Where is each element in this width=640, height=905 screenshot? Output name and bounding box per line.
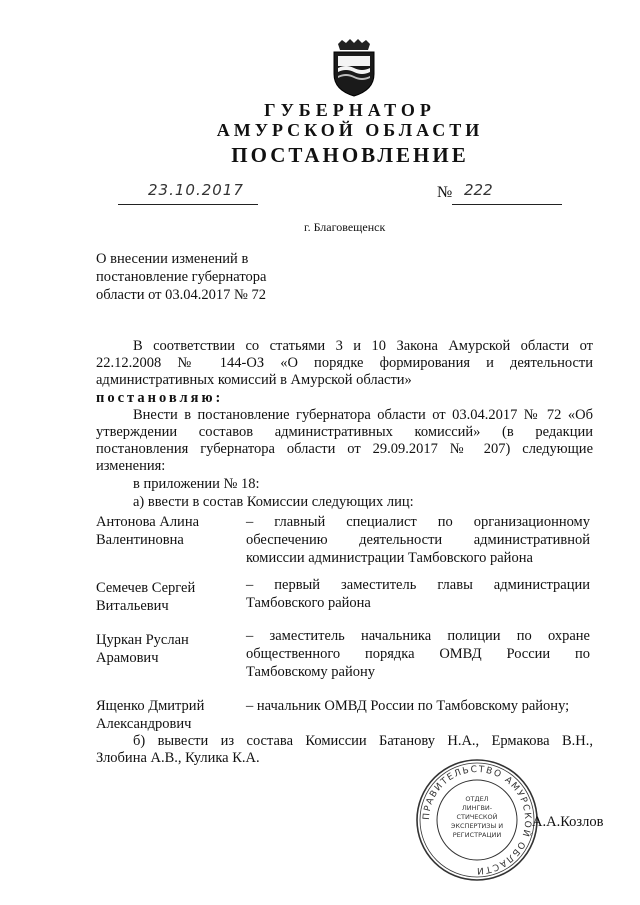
- member-name-line: Александрович: [96, 716, 192, 732]
- member-name-line: Ященко Дмитрий: [96, 698, 205, 714]
- body-line: постановления губернатора области от 29.09.2017 № 207) следующие: [96, 441, 593, 457]
- member-name: [96, 631, 189, 667]
- member-role-line: Тамбовского района: [246, 595, 371, 611]
- member-role-line: – первый заместитель главы администрации: [246, 577, 590, 593]
- body-line: в приложении № 18:: [133, 476, 260, 492]
- stamp-ring-text: ПРАВИТЕЛЬСТВО АМУРСКОЙ ОБЛАСТИ: [421, 764, 533, 876]
- member-name-line: Арамович: [96, 650, 159, 666]
- subject-line: О внесении изменений в: [96, 251, 249, 267]
- document-number: 222: [464, 181, 493, 199]
- body-line: В соответствии со статьями 3 и 10 Закона Амурской области от: [133, 338, 593, 354]
- subject-line: постановление губернатора: [96, 269, 267, 285]
- member-name: [96, 697, 204, 733]
- member-role-line: – начальник ОМВД России по Тамбовскому району;: [246, 698, 570, 714]
- stamp-line: СТИЧЕСКОЙ: [456, 813, 498, 821]
- body-line: 22.12.2008 № 144-ОЗ «О порядке формирования и деятельности: [96, 355, 593, 371]
- member-role: [246, 576, 590, 612]
- member-role: [246, 513, 590, 567]
- body-line: Злобина А.В., Кулика К.А.: [96, 750, 260, 766]
- member-name-line: Витальевич: [96, 598, 169, 614]
- stamp-line: ЛИНГВИ-: [461, 804, 493, 812]
- coat-of-arms-emblem: [328, 38, 376, 98]
- decree-word: постановляю:: [96, 390, 224, 406]
- stamp-line: ОТДЕЛ: [465, 795, 489, 803]
- body-line: изменения:: [96, 458, 166, 474]
- body-line: Внести в постановление губернатора области от 03.04.2017 № 72 «Об: [133, 407, 593, 423]
- header-title-line1: ГУБЕРНАТОР: [264, 100, 436, 120]
- document-type-title: ПОСТАНОВЛЕНИЕ: [231, 143, 469, 167]
- member-role-line: Тамбовскому району: [246, 664, 375, 680]
- member-role-line: обеспечению деятельности административной: [246, 532, 590, 548]
- document-date: 23.10.2017: [148, 181, 244, 199]
- member-role-line: общественного порядка ОМВД России по: [246, 646, 590, 662]
- stamp-line: РЕГИСТРАЦИИ: [452, 831, 502, 839]
- member-name-line: Валентиновна: [96, 532, 184, 548]
- member-role-line: комиссии администрации Тамбовского района: [246, 550, 533, 566]
- number-label: №: [437, 184, 453, 201]
- body-line: административных комиссий в Амурской области»: [96, 372, 412, 388]
- body-line: а) ввести в состав Комиссии следующих лиц:: [133, 494, 414, 510]
- member-name-line: Семечев Сергей: [96, 580, 196, 596]
- member-name-line: Цуркан Руслан: [96, 632, 189, 648]
- stamp-line: ЭКСПЕРТИЗЫ И: [450, 822, 504, 830]
- member-role-line: – заместитель начальника полиции по охране: [246, 628, 590, 644]
- subject-line: области от 03.04.2017 № 72: [96, 287, 266, 303]
- header-title-line2: АМУРСКОЙ ОБЛАСТИ: [216, 120, 484, 140]
- member-role-line: – главный специалист по организационному: [246, 514, 590, 530]
- signer-name: А.А.Козлов: [532, 814, 604, 830]
- body-line: б) вывести из состава Комиссии Батанову Н.А., Ермакова В.Н.,: [133, 733, 593, 749]
- member-name: [96, 513, 199, 549]
- document-subject: [96, 250, 266, 304]
- city-label: г. Благовещенск: [304, 220, 386, 234]
- member-role: [246, 627, 590, 681]
- member-name-line: Антонова Алина: [96, 514, 200, 530]
- member-name: [96, 579, 195, 615]
- member-role: [246, 697, 590, 715]
- official-stamp: [414, 757, 540, 883]
- body-line: утверждении составов административных комиссий» (в редакции: [96, 424, 593, 440]
